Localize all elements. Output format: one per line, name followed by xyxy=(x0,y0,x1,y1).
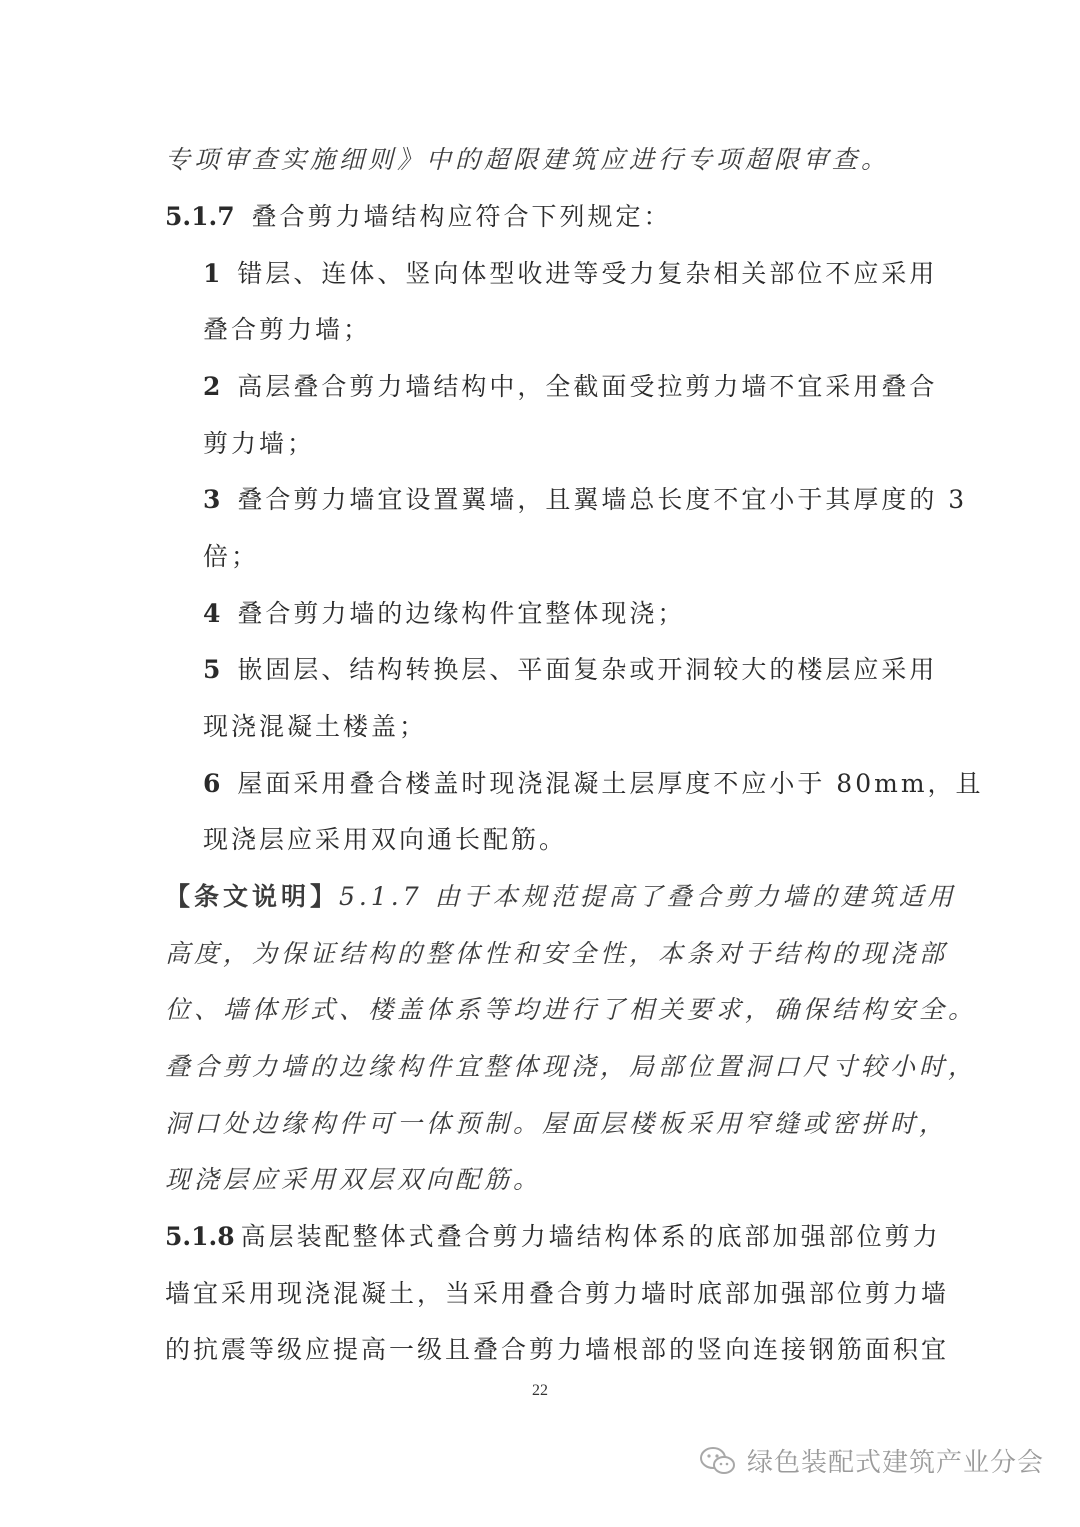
watermark xyxy=(699,1442,1044,1479)
wechat-icon xyxy=(699,1445,737,1477)
item-text: 现浇混凝土楼盖； xyxy=(203,712,428,741)
item-2 xyxy=(203,370,937,404)
item-text: 嵌固层、结构转换层、平面复杂或开洞较大的楼层应采用 xyxy=(237,655,938,684)
item-3-cont xyxy=(203,540,259,574)
clause-number: 5.1.7 xyxy=(165,202,235,231)
item-number: 6 xyxy=(203,769,221,798)
item-number: 5 xyxy=(203,655,221,684)
note-line-2 xyxy=(165,937,948,971)
item-6 xyxy=(203,767,984,801)
note-text: 叠合剪力墙的边缘构件宜整体现浇，局部位置洞口尺寸较小时， xyxy=(165,1052,978,1081)
note-text: 位、墙体形式、楼盖体系等均进行了相关要求，确保结构安全。 xyxy=(165,995,978,1024)
item-1-cont xyxy=(203,313,371,347)
item-text: 叠合剪力墙的边缘构件宜整体现浇； xyxy=(237,599,686,628)
item-text: 叠合剪力墙宜设置翼墙，且翼墙总长度不宜小于其厚度的 3 xyxy=(237,485,968,514)
note-text: 5.1.7 由于本规范提高了叠合剪力墙的建筑适用 xyxy=(339,882,957,911)
item-text: 错层、连体、竖向体型收进等受力复杂相关部位不应采用 xyxy=(237,259,938,288)
item-3 xyxy=(203,483,967,517)
continuation-line xyxy=(165,143,890,177)
clause-text: 的抗震等级应提高一级且叠合剪力墙根部的竖向连接钢筋面积宜 xyxy=(165,1335,950,1364)
note-text: 高度，为保证结构的整体性和安全性，本条对于结构的现浇部 xyxy=(165,939,949,968)
item-number: 1 xyxy=(203,259,221,288)
item-5-cont xyxy=(203,710,427,744)
item-number: 3 xyxy=(203,485,221,514)
clause-number: 5.1.8 xyxy=(165,1222,235,1251)
clause-5-1-8 xyxy=(165,1220,941,1254)
item-4 xyxy=(203,597,685,631)
note-line-1 xyxy=(165,880,957,914)
note-text: 洞口处边缘构件可一体预制。屋面层楼板采用窄缝或密拼时， xyxy=(165,1109,949,1138)
note-label: 【条文说明】 xyxy=(165,882,340,911)
clause-text: 叠合剪力墙结构应符合下列规定： xyxy=(251,202,672,231)
note-line-4 xyxy=(165,1050,977,1084)
note-line-6 xyxy=(165,1163,542,1197)
clause-text: 墙宜采用现浇混凝土，当采用叠合剪力墙时底部加强部位剪力墙 xyxy=(165,1279,950,1308)
item-2-cont xyxy=(203,427,315,461)
item-text: 高层叠合剪力墙结构中，全截面受拉剪力墙不宜采用叠合 xyxy=(237,372,938,401)
item-text: 叠合剪力墙； xyxy=(203,315,372,344)
note-text: 现浇层应采用双层双向配筋。 xyxy=(165,1165,543,1194)
clause-text: 高层装配整体式叠合剪力墙结构体系的底部加强部位剪力 xyxy=(240,1222,941,1251)
clause-5-1-8-line-2 xyxy=(165,1277,949,1311)
text: 专项审查实施细则》中的超限建筑应进行专项超限审查。 xyxy=(165,145,891,174)
page-number: 22 xyxy=(532,1382,548,1399)
clause-5-1-7 xyxy=(165,200,672,234)
clause-5-1-8-line-3 xyxy=(165,1333,949,1367)
note-line-3 xyxy=(165,993,977,1027)
item-text: 倍； xyxy=(203,542,260,571)
item-text: 现浇层应采用双向通长配筋。 xyxy=(203,825,568,854)
item-6-cont xyxy=(203,823,567,857)
item-text: 屋面采用叠合楼盖时现浇混凝土层厚度不应小于 80mm，且 xyxy=(237,769,984,798)
item-number: 4 xyxy=(203,599,221,628)
watermark-text: 绿色装配式建筑产业分会 xyxy=(746,1448,1044,1478)
item-5 xyxy=(203,653,937,687)
note-line-5 xyxy=(165,1107,948,1141)
item-1 xyxy=(203,257,937,291)
item-number: 2 xyxy=(203,372,221,401)
item-text: 剪力墙； xyxy=(203,429,316,458)
